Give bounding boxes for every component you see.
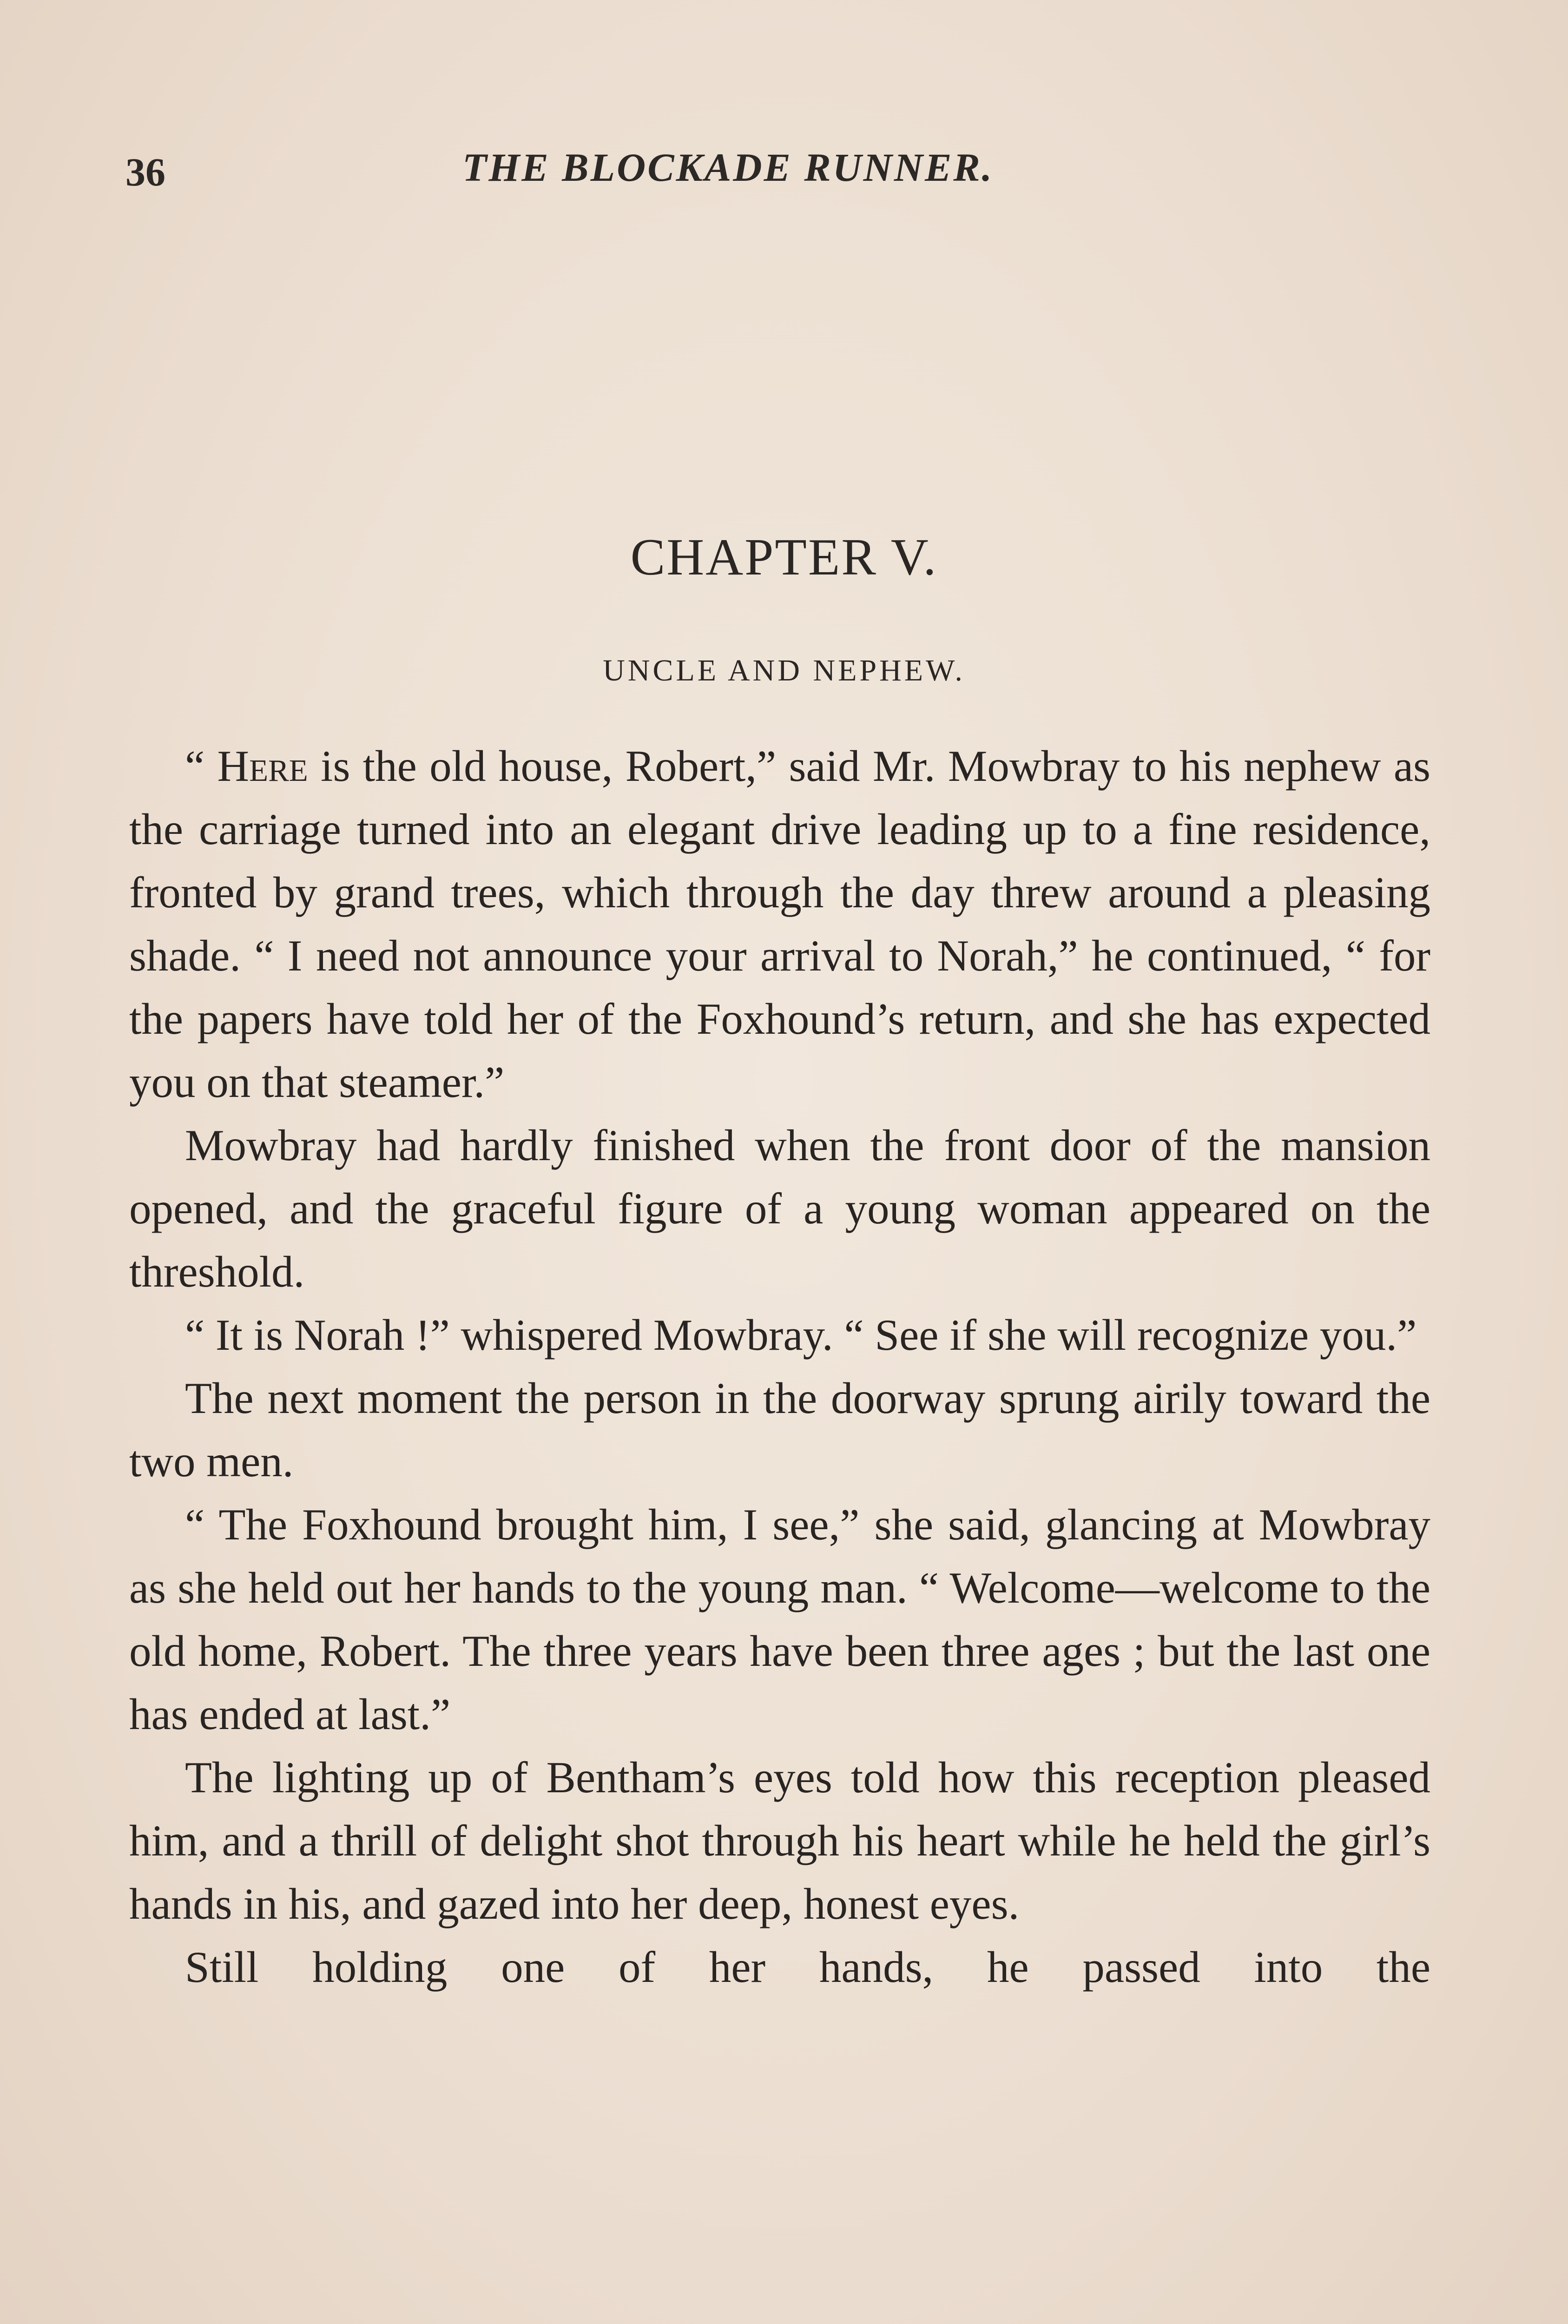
chapter-subtitle: UNCLE AND NEPHEW. (603, 654, 965, 687)
paragraph: Still holding one of her hands, he passed into the (185, 1942, 1430, 1992)
page-number: 36 (125, 150, 165, 194)
paragraph: The next moment the person in the doorway sprung airily toward the two men. (129, 1373, 1430, 1486)
paragraph: The lighting up of Bentham’s eyes told how this reception pleased him, and a thrill of delight shot through his heart while he held the girl’s hands in his, and gazed into her deep, honest eyes. (129, 1753, 1430, 1928)
chapter-heading: CHAPTER V. (630, 528, 938, 586)
paragraph: “ It is Norah !” whispered Mowbray. “ See if she will recognize you.” (185, 1310, 1417, 1360)
running-head (125, 144, 1431, 200)
body-text (129, 734, 1430, 1999)
running-title: THE BLOCKADE RUNNER. (462, 145, 994, 190)
paragraph-lead: “ (185, 741, 217, 791)
paragraph: “ The Foxhound brought him, I see,” she said, glancing at Mowbray as she held out her hands to the young man. “ Welcome—welcome to the old home, Robert. The three years have been three ages ; but the last one has ended at last.” (129, 1500, 1430, 1739)
paragraph-text: is the old house, Robert,” said Mr. Mowbray to his nephew as the carriage turned into an elegant drive leading up to a fine residence, fronted by grand trees, which through the day threw around a pleasing shade. “ I need not announce your arrival to Norah,” he continued, “ for the papers have told her of the Foxhound’s return, and she has expected you on that steamer.” (129, 741, 1431, 1107)
paragraph (129, 734, 1430, 1114)
paragraph-smallcaps-word: Here (217, 741, 308, 791)
paragraph: Mowbray had hardly finished when the front door of the mansion opened, and the graceful figure of a young woman appeared on the threshold. (129, 1121, 1430, 1296)
